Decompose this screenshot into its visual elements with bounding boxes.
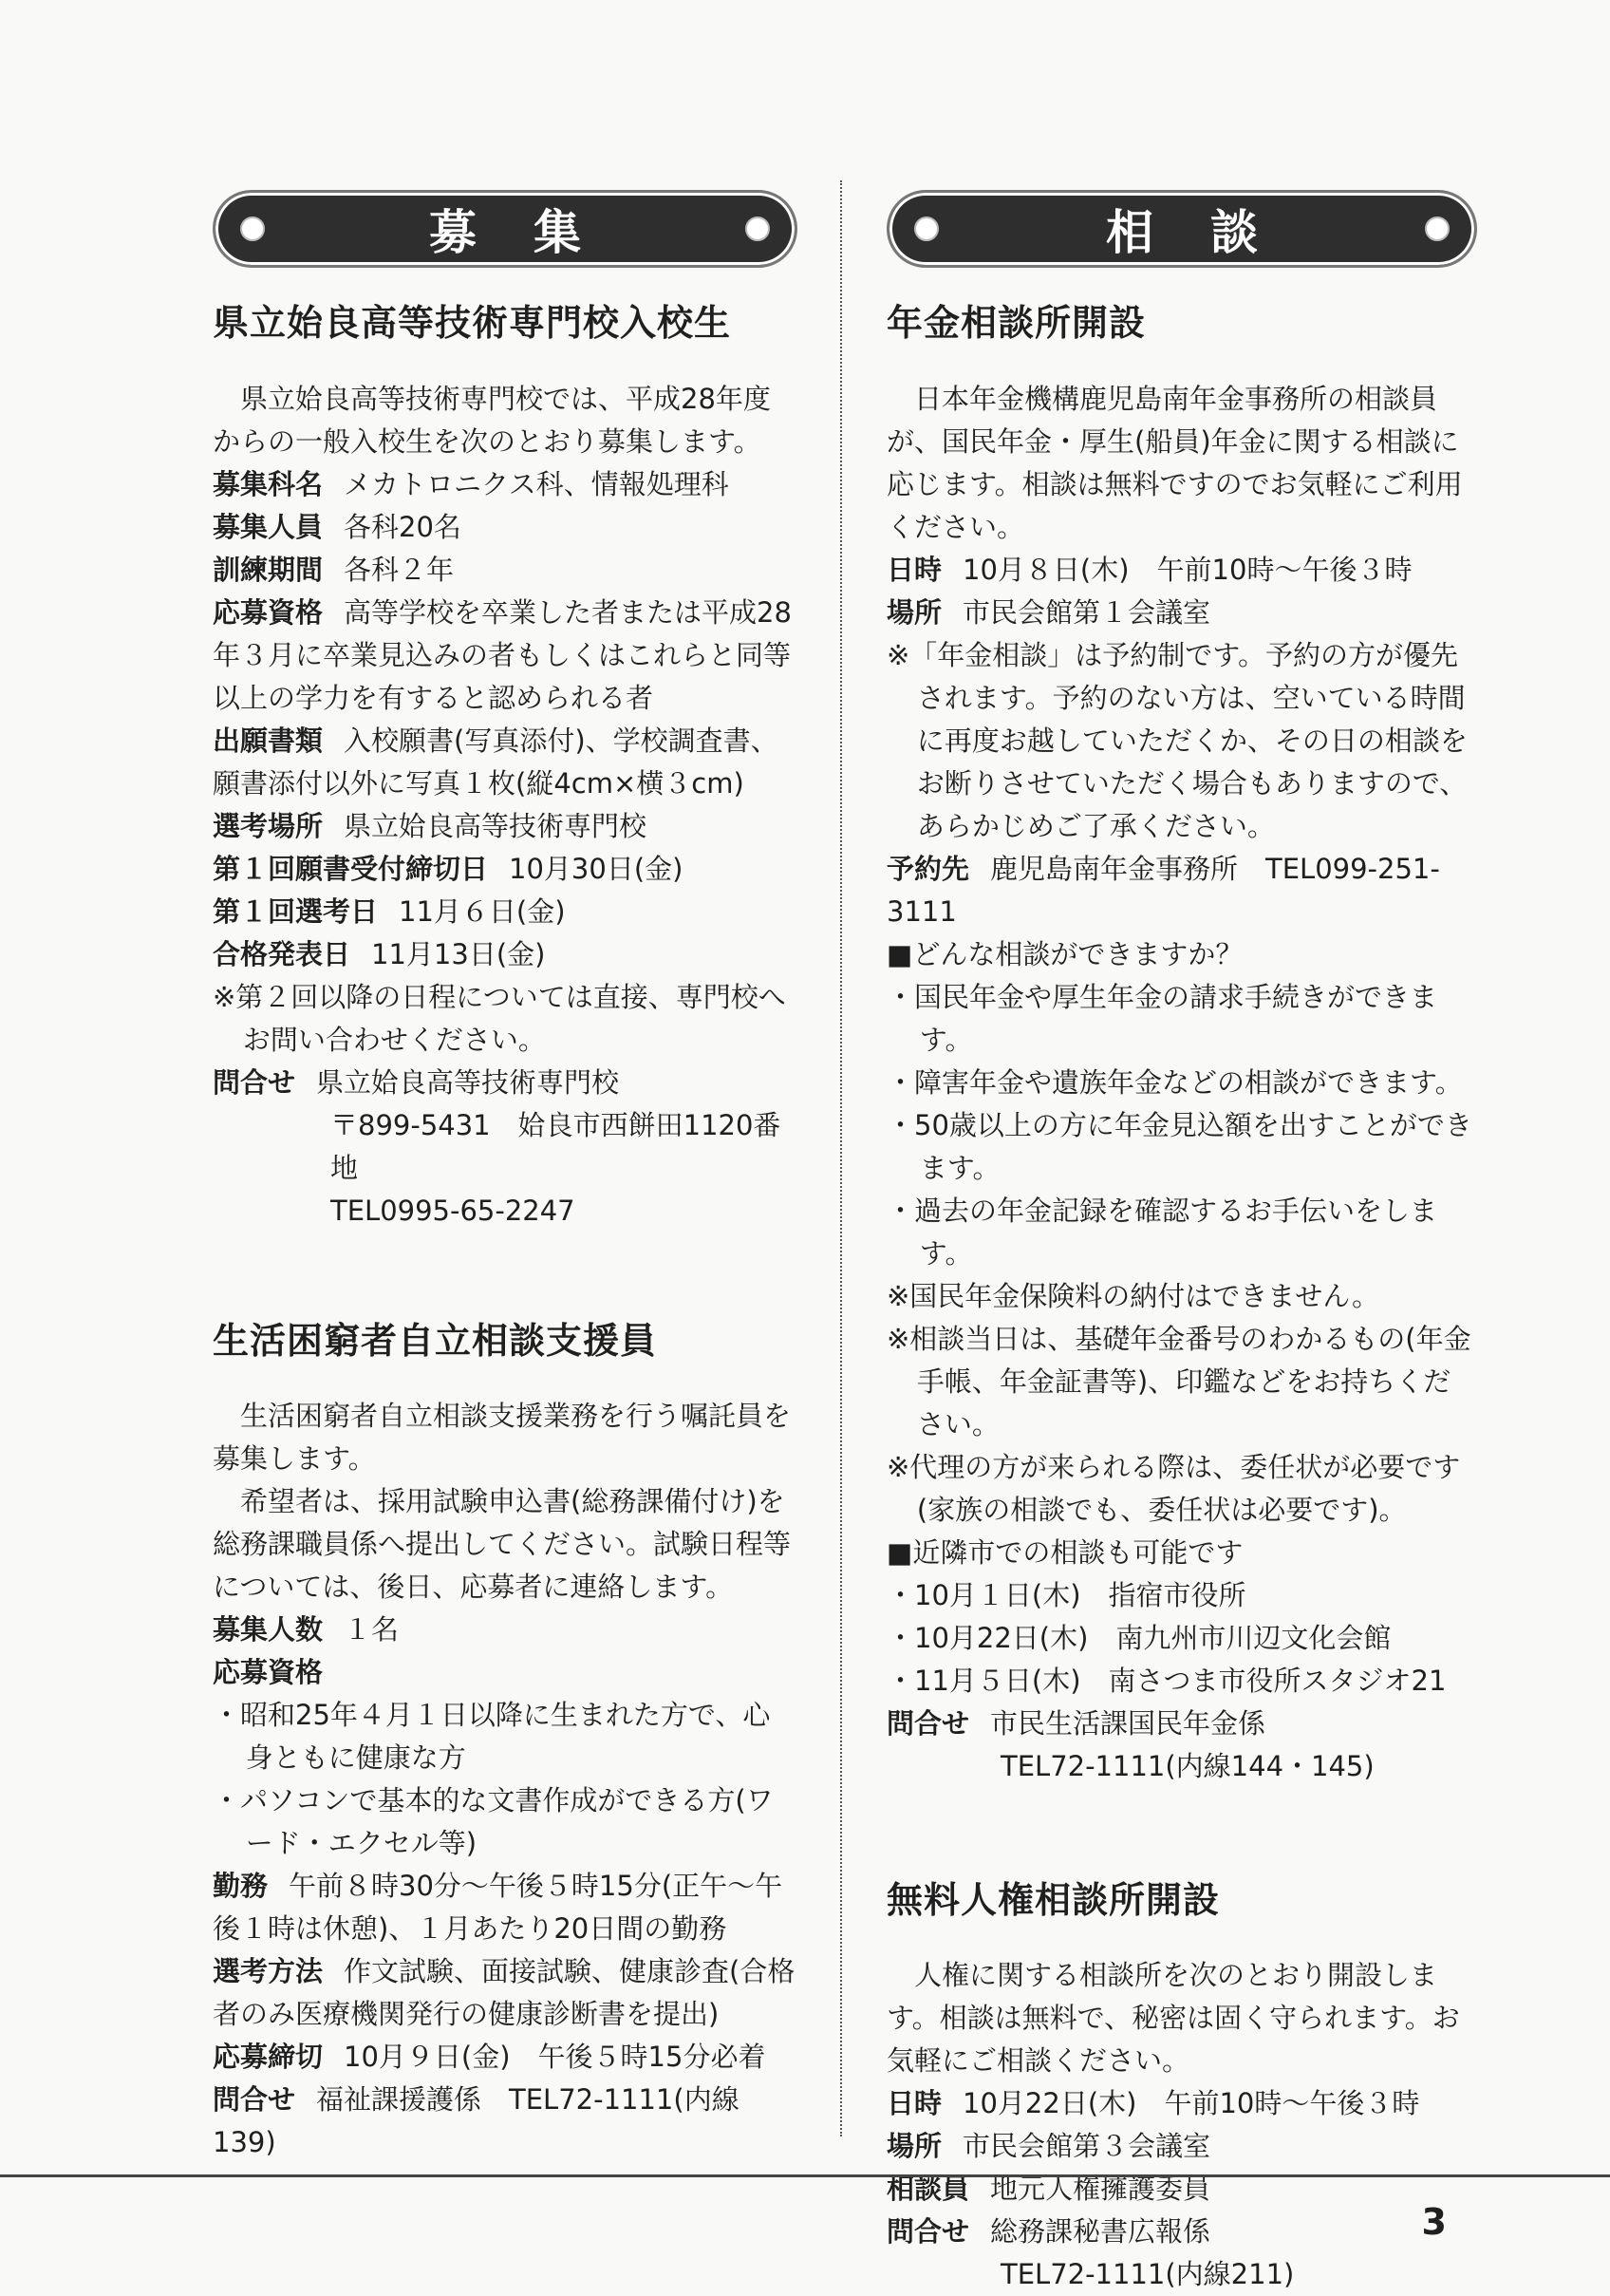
info-row: 選考方法 作文試験、面接試験、健康診査(合格者のみ医療機関発行の健康診断書を提出) xyxy=(213,1955,796,2031)
info-row: 応募資格 xyxy=(213,1656,324,1689)
info-row: 日時 10月８日(木) 午前10時～午後３時 xyxy=(887,553,1413,586)
note-item: ※代理の方が来られる際は、委任状が必要です(家族の相談でも、委任状は必要です)。 xyxy=(887,1450,1461,1526)
info-row: 合格発表日 11月13日(金) xyxy=(213,937,546,970)
section-title: 無料人権相談所開設 xyxy=(887,1878,1221,1921)
info-row: 相談員 地元人権擁護委員 xyxy=(887,2173,1211,2206)
info-row: 募集人員 各科20名 xyxy=(213,510,461,543)
section-intro: 人権に関する相談所を次のとおり開設します。相談は無料で、秘密は固く守られます。お気軽にご相談ください。 xyxy=(887,1959,1460,2078)
info-row: 日時 10月22日(木) 午前10時～午後３時 xyxy=(887,2087,1420,2120)
info-row: 応募資格 高等学校を卒業した者または平成28年３月に卒業見込みの者もしくはこれらと同等以上の学力を有すると認められる者 xyxy=(213,595,792,714)
contact-row: 問合せ 市民生活課国民年金係 xyxy=(887,1706,1266,1740)
section-title: 生活困窮者自立相談支援員 xyxy=(213,1319,658,1362)
info-row: 場所 市民会館第１会議室 xyxy=(887,595,1211,629)
contact-phone: TEL0995-65-2247 xyxy=(330,1194,575,1227)
info-row: 勤務 午前８時30分～午後５時15分(正午～午後１時は休憩)、１月あたり20日間の勤務 xyxy=(213,1870,783,1946)
banner-dot-icon xyxy=(914,216,939,241)
banner-title: 相談 xyxy=(1106,205,1315,260)
list-item: ・50歳以上の方に年金見込額を出すことができます。 xyxy=(887,1108,1472,1184)
section-title: 年金相談所開設 xyxy=(887,302,1147,344)
schedule-note: ※第２回以降の日程については直接、専門校へお問い合わせください。 xyxy=(213,980,786,1056)
contact-address: 〒899-5431 姶良市西餅田1120番地 xyxy=(330,1108,781,1184)
info-row: 第１回願書受付締切日 10月30日(金) xyxy=(213,852,683,885)
banner-dot-icon xyxy=(1425,216,1450,241)
section-title: 県立始良高等技術専門校入校生 xyxy=(213,302,732,344)
section-paragraph: 希望者は、採用試験申込書(総務課備付け)を総務課職員係へ提出してください。試験日程等については、後日、応募者に連絡します。 xyxy=(213,1485,792,1604)
column-divider xyxy=(840,180,842,2136)
list-item: ・障害年金や遺族年金などの相談ができます。 xyxy=(887,1065,1463,1099)
list-item: ・過去の年金記録を確認するお手伝いをします。 xyxy=(887,1194,1438,1270)
info-row: 応募締切 10月９日(金) 午後５時15分必着 xyxy=(213,2041,766,2074)
info-row: 選考場所 県立姶良高等技術専門校 xyxy=(213,809,647,842)
note-item: ※相談当日は、基礎年金番号のわかるもの(年金手帳、年金証書等)、印鑑などをお持ちください。 xyxy=(887,1322,1471,1440)
banner-dot-icon xyxy=(240,216,265,241)
recruitment-banner xyxy=(213,190,797,268)
contact-row: 問合せ 県立姶良高等技術専門校 xyxy=(213,1065,620,1099)
consultation-banner xyxy=(887,190,1477,268)
info-row: 募集科名 メカトロニクス科、情報処理科 xyxy=(213,467,729,500)
banner-title: 募集 xyxy=(429,205,638,260)
info-row: 第１回選考日 11月６日(金) xyxy=(213,894,566,928)
info-row: 予約先 鹿児島南年金事務所 TEL099-251-3111 xyxy=(887,852,1440,928)
section-intro: 日本年金機構鹿児島南年金事務所の相談員が、国民年金・厚生(船員)年金に関する相談に応じます。相談は無料ですのでお気軽にご利用ください。 xyxy=(887,382,1463,543)
list-item: ・国民年金や厚生年金の請求手続きができます。 xyxy=(887,980,1438,1056)
section-paragraph: 生活困窮者自立相談支援業務を行う嘱託員を募集します。 xyxy=(213,1400,792,1476)
list-item: ・パソコンで基本的な文書作成ができる方(ワード・エクセル等) xyxy=(213,1784,774,1860)
page-number: 3 xyxy=(1421,2201,1447,2243)
reservation-note: ※「年金相談」は予約制です。予約の方が優先されます。予約のない方は、空いている時間に再度お越していただくか、その日の相談をお断りさせていただく場合もありますので、あらかじめご了承ください。 xyxy=(887,638,1468,842)
list-item: ・10月22日(木) 南九州市川辺文化会館 xyxy=(887,1621,1392,1654)
info-row: 出願書類 入校願書(写真添付)、学校調査書、願書添付以外に写真１枚(縦4cm×横３cm) xyxy=(213,724,778,800)
section-intro: 県立姶良高等技術専門校では、平成28年度からの一般入校生を次のとおり募集します。 xyxy=(213,382,771,458)
info-row: 問合せ 福祉課援護係 TEL72-1111(内線139) xyxy=(213,2083,739,2159)
info-row: 訓練期間 各科２年 xyxy=(213,553,455,586)
info-row: 問合せ 総務課秘書広報係 xyxy=(887,2215,1211,2249)
right-column xyxy=(887,190,1477,2296)
list-item: ・10月１日(木) 指宿市役所 xyxy=(887,1578,1246,1611)
banner-dot-icon xyxy=(745,216,770,241)
info-row: 場所 市民会館第３会議室 xyxy=(887,2130,1211,2163)
info-row: 募集人数 １名 xyxy=(213,1613,400,1647)
list-item: ・昭和25年４月１日以降に生まれた方で、心身ともに健康な方 xyxy=(213,1699,771,1775)
list-item: ・11月５日(木) 南さつま市役所スタジオ21 xyxy=(887,1664,1447,1697)
note-item: ※国民年金保険料の納付はできません。 xyxy=(887,1279,1380,1312)
subheading: ■近隣市での相談も可能です xyxy=(887,1535,1244,1569)
subheading: ■どんな相談ができますか？ xyxy=(887,937,1244,970)
contact-phone: TEL72-1111(内線211) xyxy=(1001,2258,1295,2291)
contact-phone: TEL72-1111(内線144・145) xyxy=(1001,1749,1375,1782)
left-column xyxy=(213,190,797,2164)
footer-rule xyxy=(0,2174,1610,2177)
